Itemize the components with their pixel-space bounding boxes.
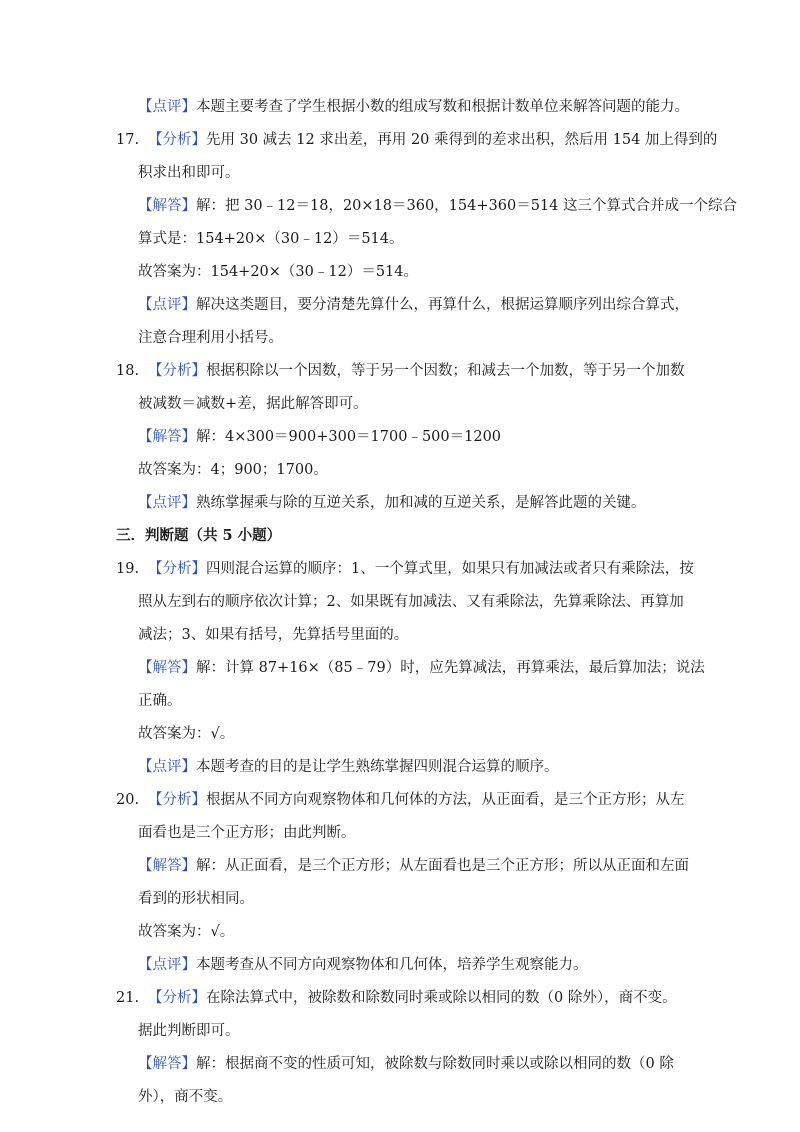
answer-tag: 【解答】 [138, 858, 196, 874]
answer-line [138, 196, 737, 216]
line-text: 解：从正面看，是三个正方形；从左面看也是三个正方形；所以从正面和左面 [196, 858, 689, 874]
question-19-analysis [116, 559, 694, 579]
question-number: 17. [116, 132, 140, 148]
answer-line [138, 658, 705, 678]
comment-line [138, 493, 646, 513]
line-text: 本题主要考查了学生根据小数的组成写数和根据计数单位来解答问题的能力。 [196, 99, 689, 115]
comment-tag: 【点评】 [138, 759, 196, 775]
line-text: 先用 30 减去 12 求出差，再用 20 乘得到的差求出积，然后用 154 加上得到的 [206, 132, 718, 148]
line-text: 解：根据商不变的性质可知，被除数与除数同时乘以或除以相同的数（0 除 [196, 1056, 674, 1072]
line-text: 熟练掌握乘与除的互逆关系，加和减的互逆关系，是解答此题的关键。 [196, 495, 646, 511]
question-21-analysis [116, 988, 677, 1008]
line-text: 照从左到右的顺序依次计算；2、如果既有加减法、又有乘除法，先算乘除法、再算加 [138, 594, 684, 610]
comment-line [138, 757, 559, 777]
analysis-tag: 【分析】 [148, 363, 206, 379]
line-text: 注意合理利用小括号。 [138, 330, 283, 346]
line-text: 正确。 [138, 693, 182, 709]
line-text: 在除法算式中，被除数和除数同时乘或除以相同的数（0 除外），商不变。 [206, 990, 677, 1006]
line-text: 据此判断即可。 [138, 1023, 240, 1039]
comment-line [138, 97, 689, 117]
question-number: 20. [116, 792, 140, 808]
line-text: 解：把 30﹣12＝18，20×18＝360，154+360＝514 这三个算式合并成一个综合 [196, 198, 737, 214]
line-text: 根据积除以一个因数，等于另一个因数；和减去一个加数，等于另一个加数 [206, 363, 685, 379]
comment-tag: 【点评】 [138, 297, 196, 313]
result-line [138, 460, 328, 480]
line-text: 积求出和即可。 [138, 165, 240, 181]
text-line [138, 1021, 240, 1041]
comment-tag: 【点评】 [138, 495, 196, 511]
text-line [138, 691, 182, 711]
line-text: 故答案为：√。 [138, 924, 235, 940]
comment-tag: 【点评】 [138, 99, 196, 115]
line-text: 外），商不变。 [138, 1089, 233, 1105]
answer-tag: 【解答】 [138, 1056, 196, 1072]
section-heading: 三．判断题（共 5 小题） [116, 527, 282, 544]
result-line [138, 262, 418, 282]
answer-line [138, 427, 501, 447]
answer-line [138, 1054, 674, 1074]
text-line [138, 625, 408, 645]
question-number: 21. [116, 990, 140, 1006]
text-line [138, 1087, 232, 1107]
line-text: 故答案为：√。 [138, 726, 235, 742]
analysis-tag: 【分析】 [148, 792, 206, 808]
text-line [138, 592, 684, 612]
line-text: 四则混合运算的顺序：1、一个算式里，如果只有加减法或者只有乘除法，按 [206, 561, 694, 577]
line-text: 本题考查从不同方向观察物体和几何体，培养学生观察能力。 [196, 957, 588, 973]
line-text: 算式是：154+20×（30﹣12）＝514。 [138, 231, 404, 247]
analysis-tag: 【分析】 [148, 990, 206, 1006]
answer-tag: 【解答】 [138, 429, 196, 445]
text-line [138, 163, 240, 183]
line-text: 本题考查的目的是让学生熟练掌握四则混合运算的顺序。 [196, 759, 559, 775]
question-20-analysis [116, 790, 685, 810]
line-text: 解：4×300＝900+300＝1700﹣500＝1200 [196, 429, 502, 445]
result-line [138, 922, 234, 942]
result-line [138, 724, 234, 744]
comment-line [138, 295, 689, 315]
line-text: 减法；3、如果有括号，先算括号里面的。 [138, 627, 409, 643]
line-text: 解：计算 87+16×（85﹣79）时，应先算减法，再算乘法，最后算加法；说法 [196, 660, 705, 676]
text-line [138, 889, 254, 909]
text-line [138, 229, 404, 249]
question-number: 18. [116, 363, 140, 379]
question-18-analysis [116, 361, 685, 381]
answer-tag: 【解答】 [138, 660, 196, 676]
line-text: 被减数＝减数+差，据此解答即可。 [138, 396, 368, 412]
comment-line [138, 955, 588, 975]
text-line [138, 394, 368, 414]
line-text: 解决这类题目，要分清楚先算什么，再算什么，根据运算顺序列出综合算式， [196, 297, 689, 313]
answer-tag: 【解答】 [138, 198, 196, 214]
text-line [138, 328, 283, 348]
line-text: 故答案为：4；900；1700。 [138, 462, 328, 478]
comment-tag: 【点评】 [138, 957, 196, 973]
analysis-tag: 【分析】 [148, 561, 206, 577]
line-text: 看到的形状相同。 [138, 891, 254, 907]
line-text: 面看也是三个正方形；由此判断。 [138, 825, 356, 841]
line-text: 故答案为：154+20×（30﹣12）＝514。 [138, 264, 419, 280]
question-17-analysis [116, 130, 717, 150]
analysis-tag: 【分析】 [148, 132, 206, 148]
text-line [138, 823, 356, 843]
line-text: 根据从不同方向观察物体和几何体的方法，从正面看，是三个正方形；从左 [206, 792, 685, 808]
answer-line [138, 856, 689, 876]
question-number: 19. [116, 561, 140, 577]
